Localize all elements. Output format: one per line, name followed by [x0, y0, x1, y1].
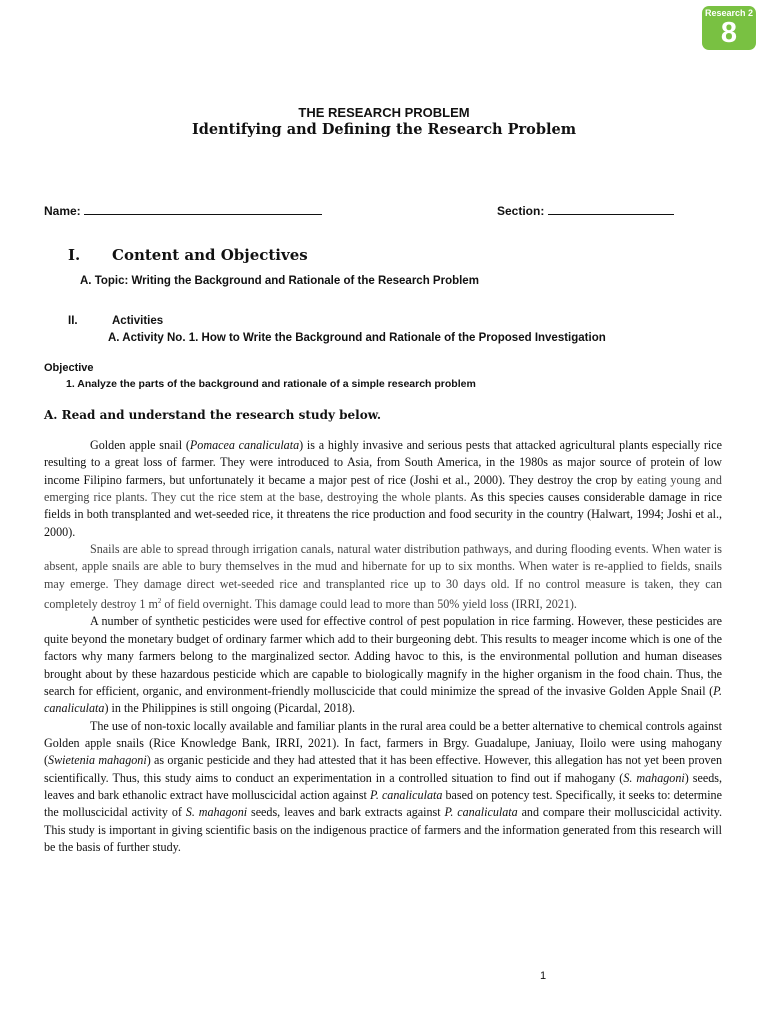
topic-line: A. Topic: Writing the Background and Rationale of the Research Problem — [80, 275, 479, 287]
section-1-numeral: I. — [68, 246, 81, 264]
section-blank[interactable] — [548, 203, 674, 215]
research-study-text — [44, 437, 722, 856]
page-title: THE RESEARCH PROBLEM — [298, 105, 470, 120]
section-2-title: Activities — [112, 315, 164, 327]
paragraph-4: The use of non-toxic locally available and familiar plants in the rural area could be a better alternative to chemical controls against Golden apple snails (Rice Knowledge Bank, IRRI, 2021). In fact, farmers in Brgy. Guadalupe, Janiuay, Iloilo were using mahogany (Swietenia mahagoni) as organic pesticide and they had attested that it has been effective. However, this allegation has not yet been proven scientifically. Thus, this study aims to conduct an experimentation in a controlled situation to find out if mahogany (S. mahagoni) seeds, leaves and bark ethanolic extract have molluscicidal action against P. canaliculata based on potency test. Specifically, it seeks to: determine the molluscicidal activity of S. mahagoni seeds, leaves and bark extracts against P. canaliculata and compare their molluscicidal activity. This study is important in giving scientific basis on the indigenous practice of farmers and the information generated from this research will be the basis of further study. — [44, 718, 722, 854]
name-blank[interactable] — [84, 203, 322, 215]
paragraph-1: Golden apple snail (Pomacea canaliculata) is a highly invasive and serious pests that attacked agricultural plants especially rice resulting to a great loss of farmer. They were introduced to Asia, from South America, in the 1980s as major source of protein of low income Filipino farmers, but unfortunately it became a major pest of rice (Joshi et al., 2000). They destroy the crop by eating young and emerging rice plants. They cut the rice stem at the base, destroying the whole plants. As this species causes considerable damage in rice fields in both transplanted and wet-seeded rice, it threatens the rice production and food security in the country (Halwart, 1994; Joshi et al., 2000). — [44, 438, 722, 539]
page-number: 1 — [540, 970, 547, 982]
section-1-title: Content and Objectives — [112, 246, 308, 264]
section-2-numeral: II. — [68, 315, 78, 327]
activity-line: A. Activity No. 1. How to Write the Background and Rationale of the Proposed Investigation — [108, 332, 606, 344]
grade-badge — [702, 6, 756, 50]
objective-item: 1. Analyze the parts of the background and rationale of a simple research problem — [66, 378, 476, 390]
reading-heading: A. Read and understand the research study below. — [44, 408, 382, 422]
badge-label: Research 2 — [704, 8, 754, 18]
section-field[interactable] — [497, 203, 674, 218]
paragraph-2: Snails are able to spread through irrigation canals, natural water distribution pathways, and during flooding events. When water is absent, apple snails are able to bury themselves in the mud and hibernate for up to six months. When water is re-applied to fields, snails may emerge. They damage direct wet-seeded rice and transplanted rice up to 30 days old. If no control measure is taken, they can completely destroy 1 $m^2$ of field overnight. This damage could lead to more than 50% yield loss (IRRI, 2021). — [44, 542, 722, 612]
section-label: Section: — [497, 204, 545, 218]
badge-number: 8 — [720, 17, 738, 49]
objective-heading: Objective — [44, 362, 94, 374]
name-label: Name: — [44, 204, 81, 218]
paragraph-3: A number of synthetic pesticides were used for effective control of pest population in rice farming. However, these pesticides are quite beyond the monetary budget of ordinary farmer which add to their burgeoning debt. This results to meager income which is one of the factors why many farmers belong to the marginalized sector. Adding havoc to this, is the environmental pollution and human diseases brought about by these hazardous pesticide which are capable to biologically magnify in the higher organism in the food chain. Thus, the search for efficient, organic, and environment-friendly molluscicide that could minimize the spread of the invasive Golden Apple Snail (P. canaliculata) in the Philippines is still ongoing (Picardal, 2018). — [44, 614, 722, 716]
page-subtitle: Identifying and Defining the Research Problem — [191, 121, 577, 138]
name-field[interactable] — [44, 203, 322, 218]
